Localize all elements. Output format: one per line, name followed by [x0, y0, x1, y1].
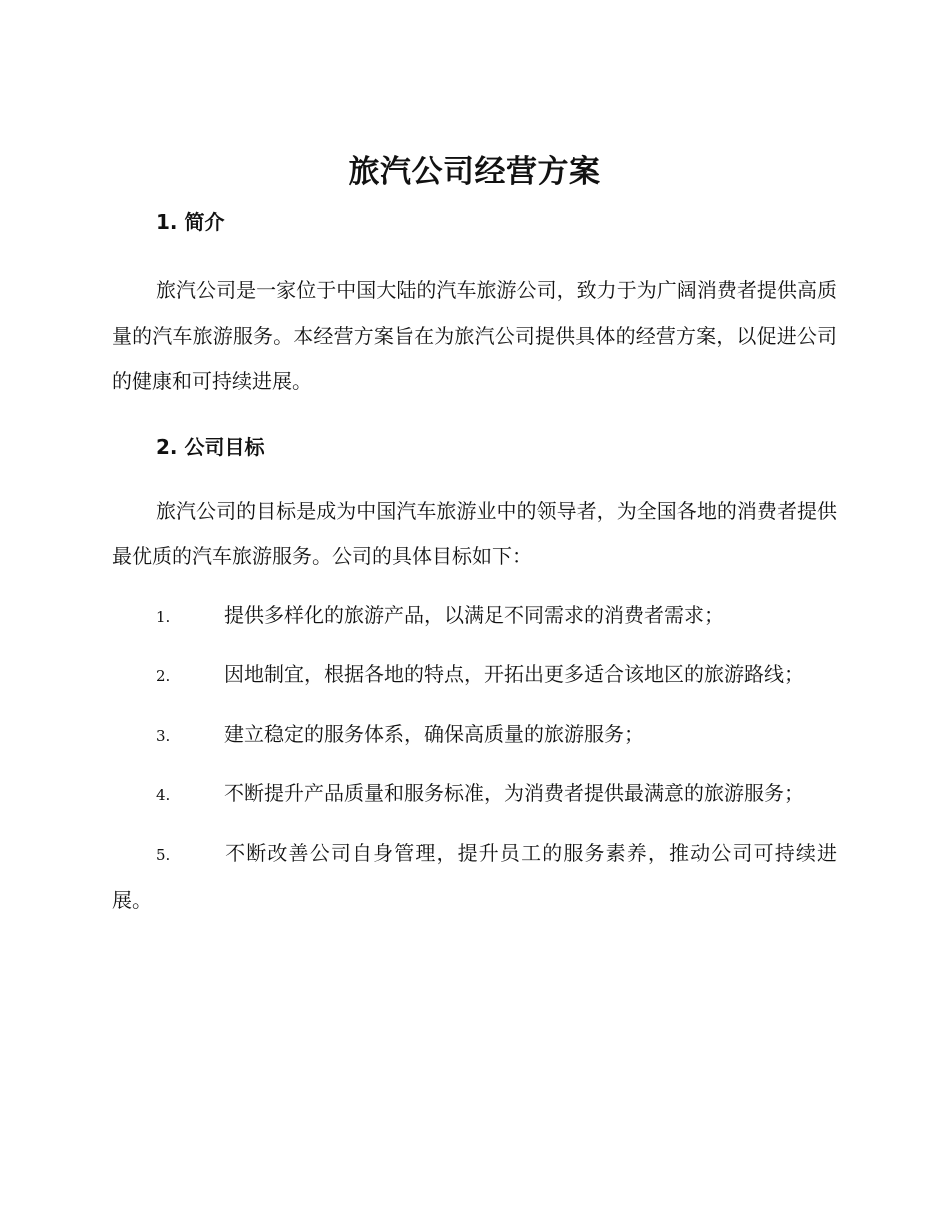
goal-list-item	[112, 593, 837, 641]
goal-list-item	[112, 771, 837, 819]
goal-text: 不断改善公司自身管理，提升员工的服务素养，推动公司可持续进展。	[112, 840, 837, 912]
document-body	[112, 150, 837, 936]
document-title: 旅汽公司经营方案	[348, 154, 601, 190]
goal-text: 不断提升产品质量和服务标准，为消费者提供最满意的旅游服务；	[224, 781, 804, 805]
goal-text: 提供多样化的旅游产品，以满足不同需求的消费者需求；	[224, 602, 724, 627]
goal-text: 因地制宜，根据各地的特点，开拓出更多适合该地区的旅游路线；	[224, 662, 804, 686]
goal-number: 4.	[156, 786, 171, 804]
goal-number: 5.	[156, 845, 171, 864]
goals-list	[112, 593, 837, 924]
goal-text: 建立稳定的服务体系，确保高质量的旅游服务；	[224, 721, 644, 746]
section-paragraph-goals: 旅汽公司的目标是成为中国汽车旅游业中的领导者，为全国各地的消费者提供最优质的汽车旅游服务。公司的具体目标如下：	[112, 498, 837, 568]
section-heading-introduction: 1. 简介	[156, 210, 225, 234]
goal-list-item	[112, 712, 837, 760]
section-heading-goals: 2. 公司目标	[156, 434, 265, 459]
goal-list-item	[112, 652, 837, 700]
section-paragraph-introduction: 旅汽公司是一家位于中国大陆的汽车旅游公司，致力于为广阔消费者提供高质量的汽车旅游服务。本经营方案旨在为旅汽公司提供具体的经营方案，以促进公司的健康和可持续进展。	[112, 278, 837, 393]
goal-number: 1.	[156, 607, 171, 626]
goal-list-item	[112, 831, 837, 924]
goal-number: 3.	[156, 726, 171, 745]
goal-number: 2.	[156, 667, 171, 685]
